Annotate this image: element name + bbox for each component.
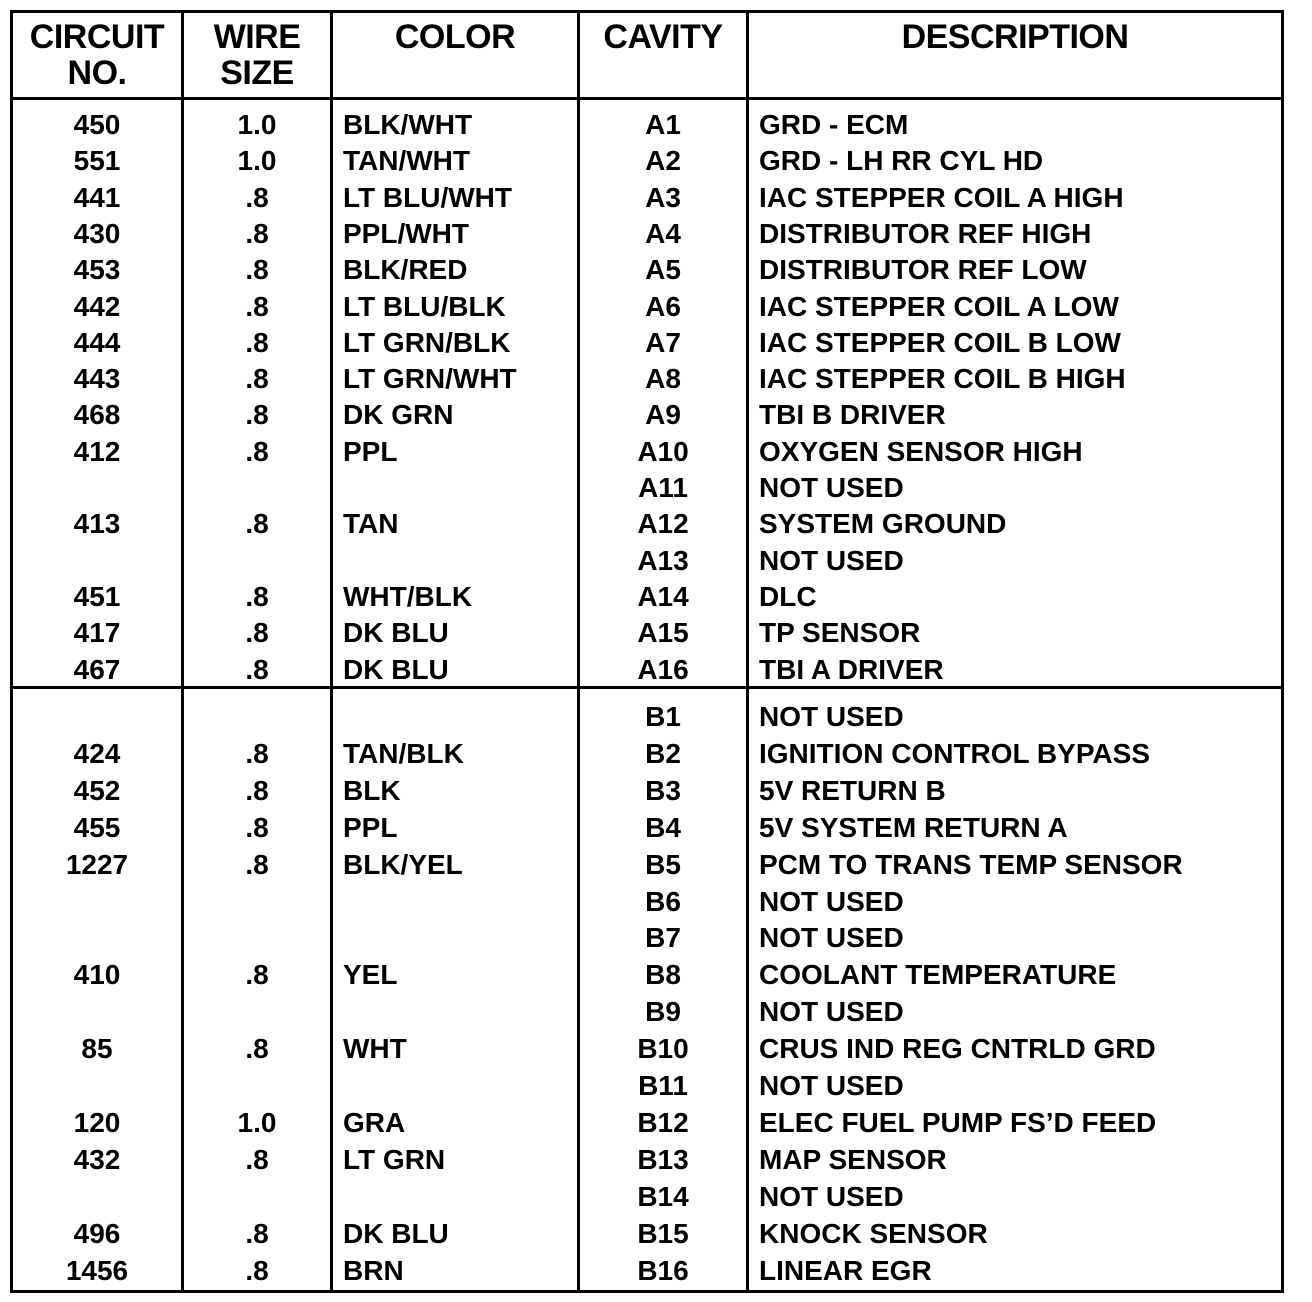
circuit-no-cell: 120	[73, 1106, 121, 1138]
table-row	[13, 1068, 1281, 1104]
cavity-cell: A14	[637, 580, 689, 612]
wire-size-cell: .8	[245, 774, 269, 806]
color-cell: DK GRN	[343, 399, 454, 431]
wire-size-cell: .8	[245, 959, 269, 991]
description-cell: IAC STEPPER COIL B LOW	[759, 326, 1121, 358]
wire-size-cell: .8	[245, 254, 269, 286]
wire-size-cell	[184, 543, 330, 579]
table-row	[13, 506, 1281, 542]
table-row	[13, 289, 1281, 325]
wire-size-cell	[184, 699, 330, 735]
description-cell: NOT USED	[759, 996, 904, 1028]
color-cell: TAN/BLK	[343, 737, 464, 769]
cavity-cell: A13	[637, 544, 689, 576]
table-row	[13, 957, 1281, 993]
wire-size-cell	[184, 1068, 330, 1104]
color-cell: DK BLU	[343, 1217, 449, 1249]
circuit-no-cell: 417	[73, 617, 121, 649]
description-cell: MAP SENSOR	[759, 1143, 947, 1175]
color-cell: LT GRN/WHT	[343, 363, 517, 395]
cavity-cell: B13	[637, 1143, 689, 1175]
color-cell	[343, 920, 577, 956]
wire-size-cell: 1.0	[237, 145, 277, 177]
connector-table	[10, 10, 1284, 1293]
description-cell: GRD - ECM	[759, 109, 909, 140]
table-row	[13, 397, 1281, 433]
cavity-cell: B15	[637, 1217, 689, 1249]
description-cell: LINEAR EGR	[759, 1254, 932, 1286]
circuit-no-cell: 496	[73, 1217, 121, 1249]
table-row	[13, 615, 1281, 651]
wire-size-cell: 1.0	[237, 109, 277, 140]
table-row	[13, 543, 1281, 579]
color-cell	[343, 994, 577, 1030]
circuit-no-cell: 453	[73, 254, 121, 286]
color-cell	[343, 1179, 577, 1215]
table-row	[13, 325, 1281, 361]
table-row	[13, 470, 1281, 506]
description-cell: TBI B DRIVER	[759, 399, 946, 431]
header-divider	[13, 97, 1281, 100]
cavity-cell: A7	[645, 326, 681, 358]
wire-size-cell: .8	[245, 290, 269, 322]
cavity-cell: A10	[637, 435, 689, 467]
wire-size-cell: .8	[245, 1254, 269, 1286]
circuit-no-cell: 410	[73, 959, 121, 991]
table-row	[13, 1031, 1281, 1067]
header-wire-size: WIRE SIZE	[213, 18, 301, 92]
color-cell: DK BLU	[343, 653, 449, 685]
cavity-cell: B4	[645, 811, 681, 843]
circuit-no-cell: 424	[73, 737, 121, 769]
description-cell: COOLANT TEMPERATURE	[759, 959, 1117, 991]
circuit-no-cell	[13, 884, 181, 920]
circuit-no-cell: 432	[73, 1143, 121, 1175]
wire-size-cell: 1.0	[237, 1106, 277, 1138]
wire-size-cell	[184, 1179, 330, 1215]
description-cell: NOT USED	[759, 1180, 904, 1212]
wire-size-cell: .8	[245, 326, 269, 358]
circuit-no-cell: 450	[73, 109, 121, 140]
description-cell: 5V RETURN B	[759, 774, 946, 806]
color-cell: BRN	[343, 1254, 404, 1286]
table-row	[13, 361, 1281, 397]
description-cell: SYSTEM GROUND	[759, 508, 1007, 540]
description-cell: NOT USED	[759, 885, 904, 917]
color-cell: PPL/WHT	[343, 217, 469, 249]
cavity-cell: A1	[645, 109, 681, 140]
wire-size-cell: .8	[245, 1217, 269, 1249]
wire-size-cell: .8	[245, 848, 269, 880]
wire-size-cell: .8	[245, 217, 269, 249]
cavity-cell: A2	[645, 145, 681, 177]
cavity-cell: A9	[645, 399, 681, 431]
wire-size-cell	[184, 920, 330, 956]
circuit-no-cell	[13, 543, 181, 579]
wire-size-cell: .8	[245, 811, 269, 843]
cavity-cell: A12	[637, 508, 689, 540]
description-cell: DISTRIBUTOR REF HIGH	[759, 217, 1092, 249]
color-cell: LT BLU/BLK	[343, 290, 506, 322]
table-row	[13, 1216, 1281, 1252]
cavity-cell: B16	[637, 1254, 689, 1286]
circuit-no-cell: 442	[73, 290, 121, 322]
wire-size-cell	[184, 884, 330, 920]
description-cell: OXYGEN SENSOR HIGH	[759, 435, 1083, 467]
color-cell: TAN	[343, 508, 399, 540]
cavity-cell: B9	[645, 996, 681, 1028]
circuit-no-cell: 467	[73, 653, 121, 685]
wire-size-cell: .8	[245, 181, 269, 213]
wire-size-cell: .8	[245, 399, 269, 431]
description-cell: NOT USED	[759, 472, 904, 503]
circuit-no-cell: 85	[81, 1033, 113, 1065]
cavity-cell: A11	[638, 472, 688, 503]
color-cell: PPL	[343, 435, 398, 467]
circuit-no-cell	[13, 920, 181, 956]
color-cell: DK BLU	[343, 617, 449, 649]
cavity-cell: A4	[645, 217, 681, 249]
description-cell: DISTRIBUTOR REF LOW	[759, 254, 1087, 286]
description-cell: NOT USED	[759, 1070, 904, 1101]
cavity-cell: A5	[645, 254, 681, 286]
table-row	[13, 143, 1281, 179]
table-row	[13, 773, 1281, 809]
color-cell	[343, 543, 577, 579]
color-cell: TAN/WHT	[343, 145, 470, 177]
circuit-no-cell	[13, 1179, 181, 1215]
color-cell: LT GRN/BLK	[343, 326, 511, 358]
color-cell: WHT	[343, 1033, 407, 1065]
circuit-no-cell: 441	[73, 181, 121, 213]
cavity-cell: B14	[637, 1180, 689, 1212]
description-cell: IAC STEPPER COIL B HIGH	[759, 363, 1126, 395]
table-row	[13, 847, 1281, 883]
table-row	[13, 1105, 1281, 1141]
circuit-no-cell: 455	[73, 811, 121, 843]
description-cell: NOT USED	[759, 544, 904, 576]
circuit-no-cell	[13, 1068, 181, 1104]
description-cell: 5V SYSTEM RETURN A	[759, 811, 1068, 843]
circuit-no-cell: 444	[73, 326, 121, 358]
circuit-no-cell: 1227	[65, 848, 129, 880]
description-cell: CRUS IND REG CNTRLD GRD	[759, 1033, 1156, 1065]
circuit-no-cell: 551	[73, 145, 121, 177]
description-cell: IAC STEPPER COIL A HIGH	[759, 181, 1124, 213]
description-cell: GRD - LH RR CYL HD	[759, 145, 1044, 177]
circuit-no-cell	[13, 994, 181, 1030]
header-circuit-no: CIRCUIT NO.	[29, 18, 165, 92]
description-cell: NOT USED	[759, 922, 904, 954]
circuit-no-cell: 468	[73, 399, 121, 431]
wire-size-cell	[184, 994, 330, 1030]
table-row	[13, 216, 1281, 252]
description-cell: ELEC FUEL PUMP FS’D FEED	[759, 1106, 1157, 1138]
table-row	[13, 1142, 1281, 1178]
color-cell: WHT/BLK	[343, 580, 473, 612]
description-cell: IAC STEPPER COIL A LOW	[759, 290, 1119, 322]
color-cell: BLK	[343, 774, 401, 806]
cavity-cell: B5	[645, 848, 681, 880]
wire-size-cell: .8	[245, 508, 269, 540]
circuit-no-cell: 413	[73, 508, 121, 540]
wire-size-cell	[184, 470, 330, 506]
table-row	[13, 1179, 1281, 1215]
color-cell: GRA	[343, 1106, 406, 1138]
cavity-cell: B12	[637, 1106, 689, 1138]
section-divider	[13, 686, 1281, 689]
cavity-cell: B8	[645, 959, 681, 991]
wire-size-cell: .8	[245, 580, 269, 612]
color-cell	[343, 884, 577, 920]
circuit-no-cell: 451	[73, 580, 121, 612]
description-cell: TP SENSOR	[759, 617, 921, 649]
description-cell: KNOCK SENSOR	[759, 1217, 988, 1249]
circuit-no-cell: 1456	[65, 1254, 129, 1286]
description-cell: IGNITION CONTROL BYPASS	[759, 737, 1150, 769]
description-cell: TBI A DRIVER	[759, 653, 944, 685]
color-cell: BLK/RED	[343, 254, 468, 286]
color-cell	[343, 1068, 577, 1104]
color-cell: YEL	[343, 959, 398, 991]
circuit-no-cell: 443	[73, 363, 121, 395]
circuit-no-cell	[13, 470, 181, 506]
cavity-cell: A16	[637, 653, 689, 685]
cavity-cell: B6	[645, 885, 681, 917]
table-row	[13, 699, 1281, 735]
table-row	[13, 252, 1281, 288]
cavity-cell: A6	[645, 290, 681, 322]
cavity-cell: A15	[637, 617, 689, 649]
circuit-no-cell: 452	[73, 774, 121, 806]
header-cavity: CAVITY	[603, 18, 723, 56]
header-color: COLOR	[394, 18, 516, 56]
wire-size-cell: .8	[245, 653, 269, 685]
header-description: DESCRIPTION	[901, 18, 1129, 56]
wire-size-cell: .8	[245, 737, 269, 769]
table-row	[13, 180, 1281, 216]
table-row	[13, 920, 1281, 956]
color-cell: LT BLU/WHT	[343, 181, 512, 213]
wire-size-cell: .8	[245, 617, 269, 649]
table-row	[13, 107, 1281, 143]
table-row	[13, 652, 1281, 688]
color-cell: LT GRN	[343, 1143, 446, 1175]
cavity-cell: B7	[645, 922, 681, 954]
table-row	[13, 1253, 1281, 1289]
cavity-cell: B10	[637, 1033, 689, 1065]
wire-size-cell: .8	[245, 1143, 269, 1175]
color-cell: BLK/WHT	[343, 109, 473, 140]
cavity-cell: A8	[645, 363, 681, 395]
wire-size-cell: .8	[245, 1033, 269, 1065]
description-cell: DLC	[759, 580, 817, 612]
circuit-no-cell: 430	[73, 217, 121, 249]
cavity-cell: B11	[638, 1070, 688, 1101]
cavity-cell: B1	[645, 701, 681, 732]
table-row	[13, 810, 1281, 846]
description-cell: NOT USED	[759, 701, 904, 732]
color-cell	[343, 470, 577, 506]
wire-size-cell: .8	[245, 363, 269, 395]
cavity-cell: B3	[645, 774, 681, 806]
circuit-no-cell	[13, 699, 181, 735]
table-row	[13, 736, 1281, 772]
cavity-cell: A3	[645, 181, 681, 213]
table-row	[13, 884, 1281, 920]
table-row	[13, 994, 1281, 1030]
wire-size-cell: .8	[245, 435, 269, 467]
color-cell	[343, 699, 577, 735]
color-cell: PPL	[343, 811, 398, 843]
cavity-cell: B2	[645, 737, 681, 769]
table-row	[13, 434, 1281, 470]
color-cell: BLK/YEL	[343, 848, 463, 880]
circuit-no-cell: 412	[73, 435, 121, 467]
description-cell: PCM TO TRANS TEMP SENSOR	[759, 848, 1183, 880]
table-row	[13, 579, 1281, 615]
